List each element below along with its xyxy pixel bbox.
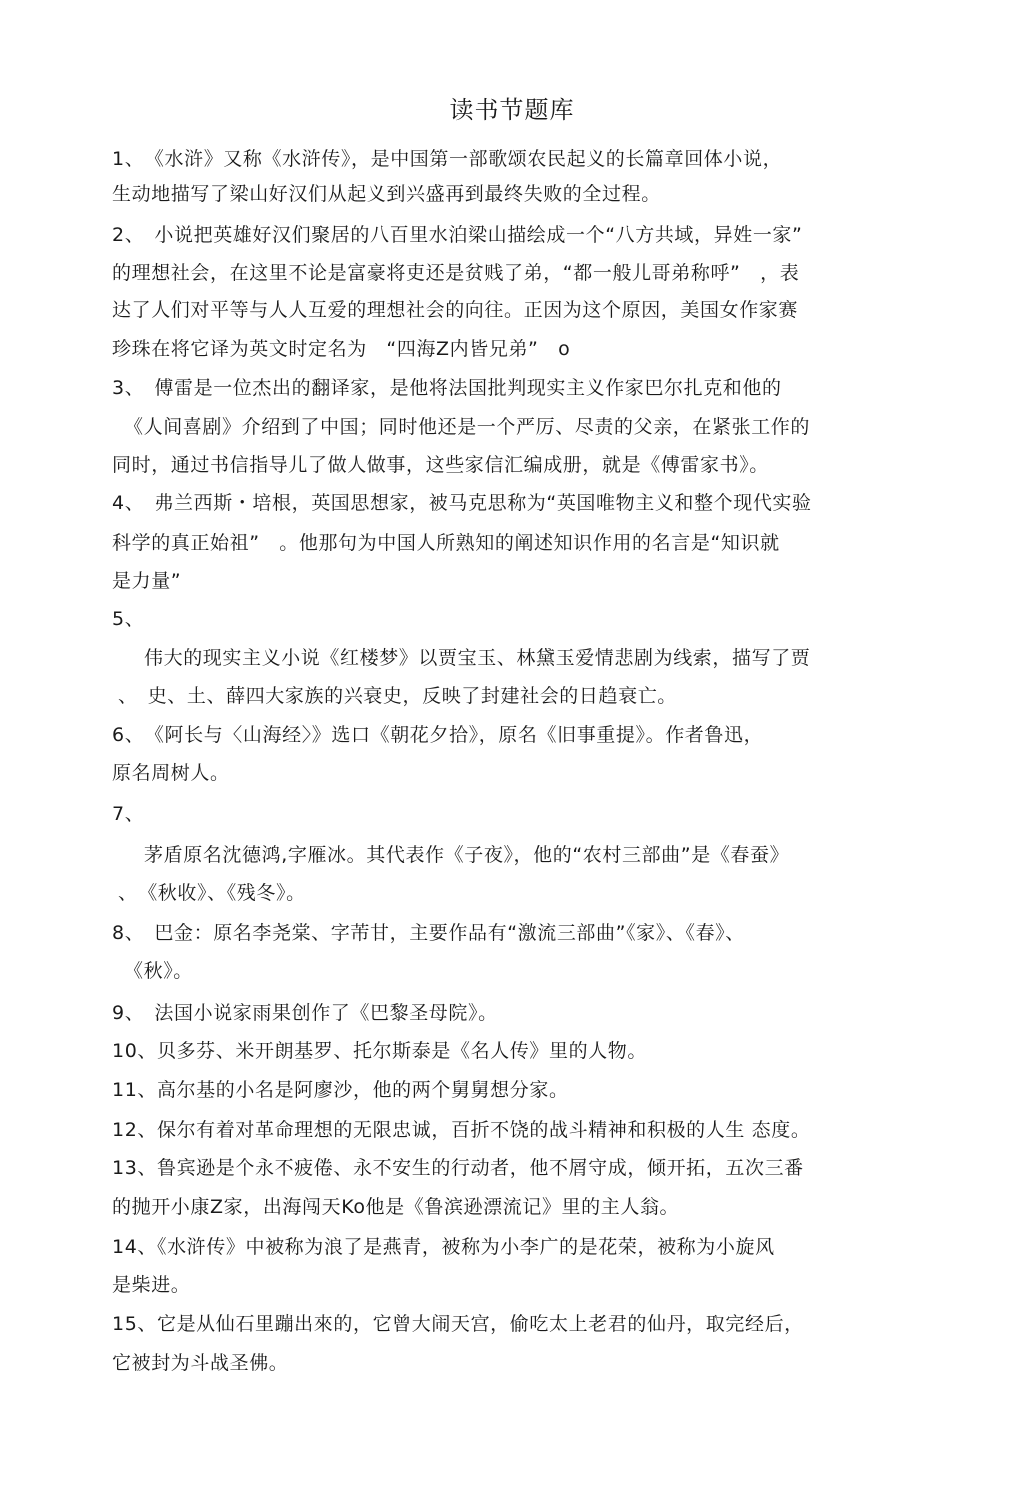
text-line: 12、保尔有着对革命理想的无限忠诚，百折不饶的战斗精神和积极的人生 态度。 <box>112 1119 811 1141</box>
page-title: 读书节题库 <box>449 96 575 124</box>
text-line: 3、 傅雷是一位杰出的翻译家，是他将法国批判现实主义作家巴尔扎克和他的 <box>112 377 782 399</box>
text-line: 伟大的现实主义小说《红楼梦》以贾宝玉、林黛玉爱情悲剧为线索，描写了贾 <box>144 647 811 669</box>
text-line: 9、 法国小说家雨果创作了《巴黎圣母院》。 <box>112 1002 498 1024</box>
text-line: 《秋》。 <box>124 960 193 982</box>
text-line: 珍珠在将它译为英文时定名为 “四海Z内皆兄弟” o <box>112 338 571 360</box>
text-line: 1、 《水浒》又称《水浒传》，是中国第一部歌颂农民起义的长篇章回体小说， <box>112 148 783 170</box>
text-line: 14、《水浒传》中被称为浪了是燕青，被称为小李广的是花荣，被称为小旋风 <box>112 1236 775 1258</box>
text-line: 15、它是从仙石里蹦出來的，它曾大闹天宫，偷吃太上老君的仙丹，取完经后， <box>112 1313 804 1335</box>
text-line: 达了人们对平等与人人互爱的理想社会的向往。正因为这个原因，美国女作家赛 <box>112 299 799 321</box>
text-line: 的抛开小康Z家，出海闯天Ko他是《鲁滨逊漂流记》里的主人翁。 <box>112 1196 680 1218</box>
text-line: 科学的真正始祖” 。他那句为中国人所熟知的阐述知识作用的名言是“知识就 <box>112 532 780 554</box>
text-line: 《人间喜剧》介绍到了中国；同时他还是一个严厉、尽责的父亲，在紧张工作的 <box>124 416 811 438</box>
text-line: 13、鲁宾逊是个永不疲倦、永不安生的行动者，他不屑守成，倾开拓，五次三番 <box>112 1157 804 1179</box>
text-line: 、 史、土、薛四大家族的兴衰史，反映了封建社会的日趋衰亡。 <box>118 685 677 707</box>
text-line: 2、 小说把英雄好汉们聚居的八百里水泊梁山描绘成一个“八方共域，异姓一家” <box>112 224 803 246</box>
text-line: 7、 <box>112 803 145 825</box>
text-line: 生动地描写了梁山好汉们从起义到兴盛再到最终失败的全过程。 <box>112 183 661 205</box>
text-line: 4、 弗兰西斯・培根，英国思想家，被马克思称为“英国唯物主义和整个现代实验 <box>112 492 812 514</box>
text-line: 、 《秋收》、《残冬》。 <box>118 882 306 904</box>
text-line: 5、 <box>112 608 145 630</box>
text-line: 6、 《阿长与〈山海经〉》选口《朝花夕拾》，原名《旧事重提》。作者鲁迅， <box>112 724 764 746</box>
text-line: 8、 巴金：原名李尧棠、字芾甘，主要作品有“激流三部曲”《家》、《春》、 <box>112 922 745 944</box>
text-line: 是柴进。 <box>112 1274 191 1296</box>
text-line: 是力量” <box>112 570 182 592</box>
text-line: 茅盾原名沈德鸿,字雁冰。其代表作《子夜》，他的“农村三部曲”是《春蚕》 <box>144 844 790 866</box>
text-line: 11、高尔基的小名是阿廖沙，他的两个舅舅想分家。 <box>112 1079 569 1101</box>
text-line: 它被封为斗战圣佛。 <box>112 1352 289 1374</box>
text-line: 的理想社会，在这里不论是富豪将吏还是贫贱了弟，“都一般儿哥弟称呼” ，表 <box>112 262 800 284</box>
text-line: 同时，通过书信指导儿了做人做事，这些家信汇编成册，就是《傅雷家书》。 <box>112 454 769 476</box>
text-line: 原名周树人。 <box>112 762 230 784</box>
text-line: 10、贝多芬、米开朗基罗、托尔斯泰是《名人传》里的人物。 <box>112 1040 647 1062</box>
